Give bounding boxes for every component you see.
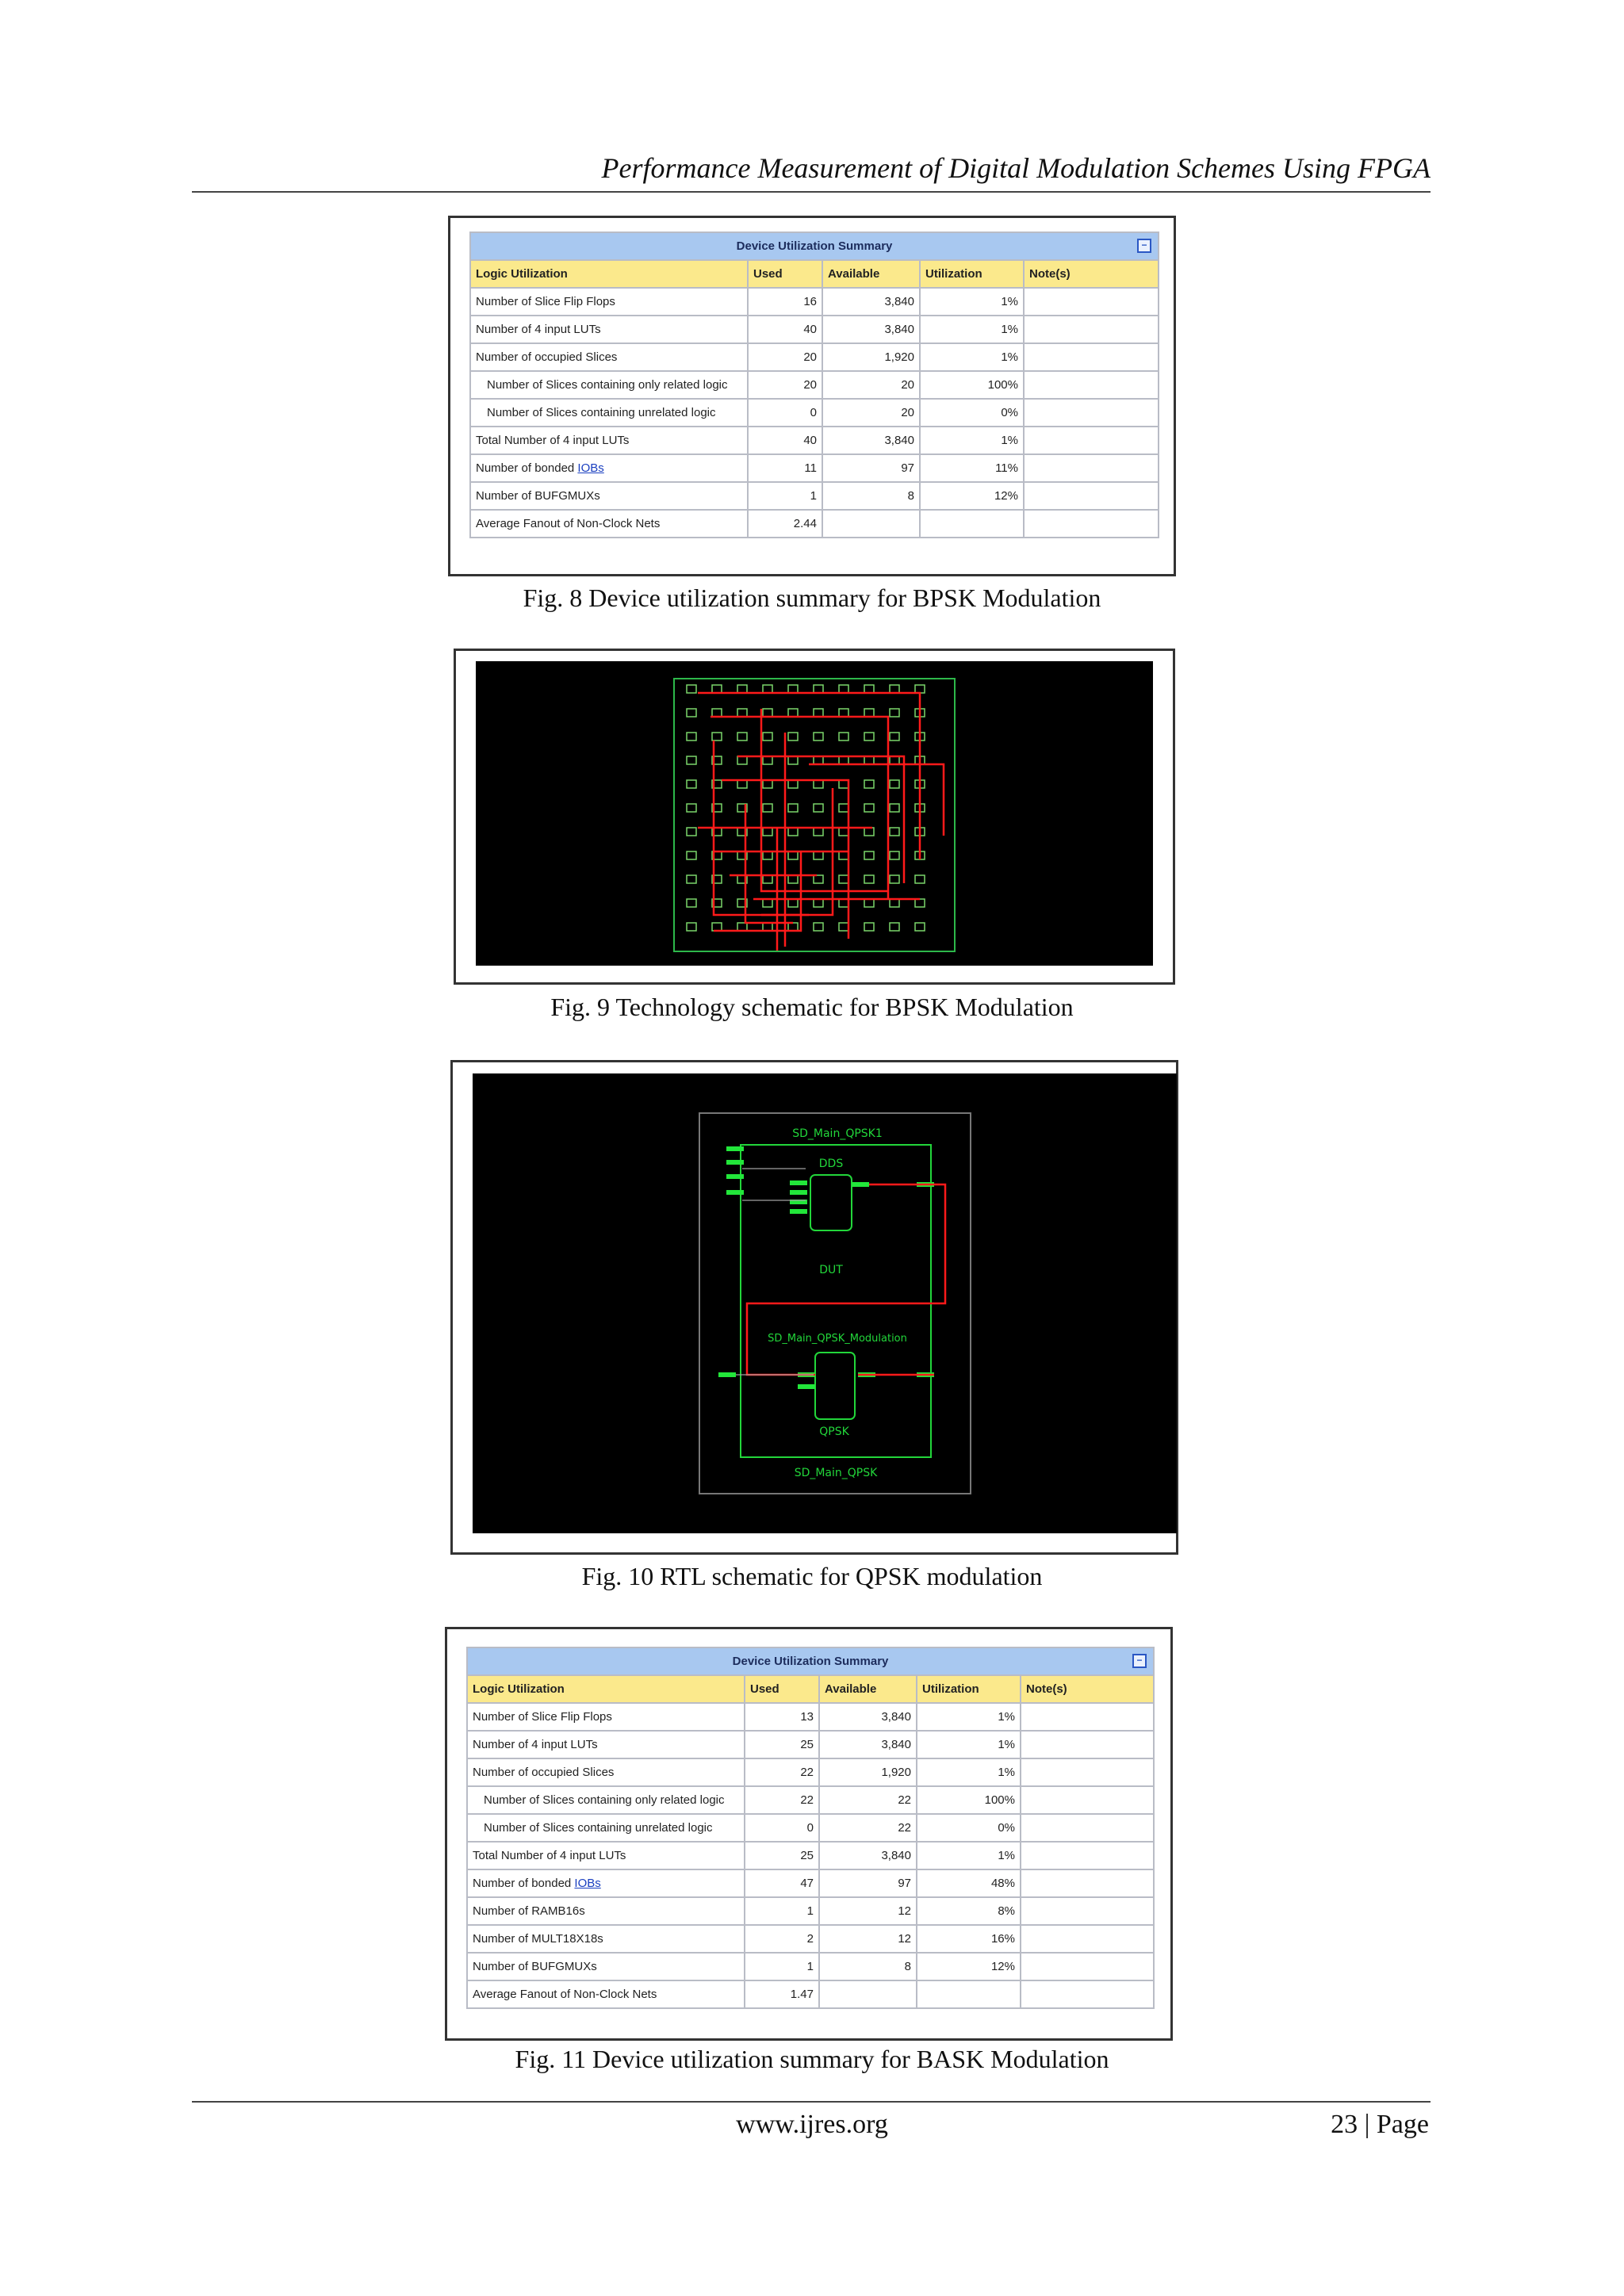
table-row [467,1925,1154,1953]
table-row [470,343,1159,371]
cell-available: 8 [819,1953,917,1980]
port-pin [726,1146,744,1151]
cell-notes [1024,454,1159,482]
cell-available: 3,840 [822,316,920,343]
cell-available: 3,840 [822,288,920,316]
col-header-used: Used [748,260,822,288]
col-header-available: Available [822,260,920,288]
row-label: Number of occupied Slices [467,1758,745,1786]
collapse-icon[interactable]: − [1137,239,1151,253]
row-label: Number of BUFGMUXs [470,482,748,510]
cell-used: 47 [745,1869,819,1897]
row-label: Number of Slice Flip Flops [470,288,748,316]
port-pin [852,1182,869,1187]
row-label-text: Number of bonded [473,1877,575,1890]
cell-used: 2 [745,1925,819,1953]
footer-rule [192,2101,1431,2103]
cell-utilization: 1% [920,427,1024,454]
cell-used: 25 [745,1842,819,1869]
cell-used: 1 [745,1897,819,1925]
cell-notes [1021,1703,1154,1731]
cell-notes [1024,343,1159,371]
row-label-text: Number of bonded [476,461,578,475]
cell-used: 16 [748,288,822,316]
fig10-rtl-schematic [473,1073,1177,1533]
fig8-utilization-table [469,232,1159,538]
table-row [467,1731,1154,1758]
cell-utilization: 12% [917,1953,1021,1980]
row-label: Number of occupied Slices [470,343,748,371]
header-rule [192,191,1431,193]
modulation-instance-label: SD_Main_QPSK_Modulation [768,1333,907,1345]
table-row [467,1842,1154,1869]
table-row [470,510,1159,538]
cell-available: 97 [819,1869,917,1897]
cell-used: 25 [745,1731,819,1758]
cell-utilization: 0% [917,1814,1021,1842]
cell-available: 3,840 [819,1703,917,1731]
port-pin [718,1372,736,1377]
table-row [467,1814,1154,1842]
table-row [467,1869,1154,1897]
col-header-available: Available [819,1675,917,1703]
cell-utilization: 1% [920,316,1024,343]
cell-utilization: 11% [920,454,1024,482]
row-label: Number of Slice Flip Flops [467,1703,745,1731]
cell-available: 1,920 [822,343,920,371]
cell-utilization: 12% [920,482,1024,510]
cell-used: 1 [748,482,822,510]
cell-notes [1021,1786,1154,1814]
dut-label: DUT [819,1264,843,1276]
cell-available: 97 [822,454,920,482]
port-pin [726,1190,744,1195]
cell-used: 0 [748,399,822,427]
cell-utilization [917,1980,1021,2008]
collapse-icon[interactable]: − [1132,1654,1147,1668]
top-instance-label: SD_Main_QPSK1 [792,1127,883,1140]
port-pin [790,1190,807,1195]
table-row [470,288,1159,316]
col-header-utilization: Utilization [917,1675,1021,1703]
row-label: Number of Slices containing unrelated logic [467,1814,745,1842]
table-row [467,1703,1154,1731]
cell-notes [1024,510,1159,538]
cell-utilization: 1% [917,1842,1021,1869]
cell-available: 12 [819,1897,917,1925]
cell-notes [1021,1897,1154,1925]
cell-notes [1021,1925,1154,1953]
table-title: Device Utilization Summary − [467,1647,1154,1675]
row-label: Number of 4 input LUTs [470,316,748,343]
cell-used: 11 [748,454,822,482]
cell-available: 8 [822,482,920,510]
cell-notes [1021,1980,1154,2008]
cell-utilization: 0% [920,399,1024,427]
table-row [467,1980,1154,2008]
footer-url: www.ijres.org [736,2110,888,2139]
cell-available: 20 [822,399,920,427]
port-pin [726,1174,744,1179]
row-label: Number of MULT18X18s [467,1925,745,1953]
fig11-caption: Fig. 11 Device utilization summary for BASK Modulation [515,2045,1109,2073]
col-header-notes: Note(s) [1021,1675,1154,1703]
col-header-logic: Logic Utilization [470,260,748,288]
fig9-technology-schematic [476,661,1153,966]
cell-available: 22 [819,1786,917,1814]
qpsk-label: QPSK [819,1425,849,1438]
cell-notes [1021,1953,1154,1980]
cell-used: 40 [748,427,822,454]
cell-available [822,510,920,538]
cell-notes [1021,1842,1154,1869]
cell-utilization: 8% [917,1897,1021,1925]
table-row [470,454,1159,482]
cell-available: 3,840 [819,1842,917,1869]
dds-label: DDS [818,1158,844,1170]
cell-notes [1024,482,1159,510]
fig8-caption: Fig. 8 Device utilization summary for BPSK Modulation [523,584,1101,612]
cell-notes [1024,399,1159,427]
cell-available: 3,840 [819,1731,917,1758]
row-label: Number of RAMB16s [467,1897,745,1925]
cell-notes [1021,1731,1154,1758]
cell-utilization: 1% [917,1758,1021,1786]
row-label: Average Fanout of Non-Clock Nets [467,1980,745,2008]
port-pin [798,1384,815,1389]
port-pin [790,1209,807,1214]
cell-notes [1021,1869,1154,1897]
cell-used: 13 [745,1703,819,1731]
cell-utilization [920,510,1024,538]
table-row [470,482,1159,510]
col-header-logic: Logic Utilization [467,1675,745,1703]
cell-utilization: 1% [920,288,1024,316]
cell-used: 20 [748,371,822,399]
row-label: Number of Slices containing only related logic [470,371,748,399]
cell-utilization: 100% [920,371,1024,399]
col-header-notes: Note(s) [1024,260,1159,288]
cell-available: 3,840 [822,427,920,454]
row-label: Number of Slices containing only related logic [467,1786,745,1814]
table-row [470,399,1159,427]
table-row [467,1897,1154,1925]
cell-utilization: 1% [917,1703,1021,1731]
row-label [470,454,748,482]
cell-utilization: 16% [917,1925,1021,1953]
table-title: Device Utilization Summary − [470,232,1159,260]
cell-used: 1.47 [745,1980,819,2008]
table-row [470,316,1159,343]
cell-used: 2.44 [748,510,822,538]
table-row [470,371,1159,399]
cell-available: 1,920 [819,1758,917,1786]
row-label: Number of 4 input LUTs [467,1731,745,1758]
cell-utilization: 1% [917,1731,1021,1758]
row-label: Number of BUFGMUXs [467,1953,745,1980]
table-row [467,1786,1154,1814]
bottom-module-label: SD_Main_QPSK [794,1467,878,1479]
cell-utilization: 48% [917,1869,1021,1897]
cell-available [819,1980,917,2008]
cell-notes [1024,316,1159,343]
cell-available: 22 [819,1814,917,1842]
cell-used: 40 [748,316,822,343]
cell-used: 1 [745,1953,819,1980]
cell-available: 12 [819,1925,917,1953]
cell-used: 20 [748,343,822,371]
fig9-caption: Fig. 9 Technology schematic for BPSK Modulation [550,993,1074,1021]
cell-used: 0 [745,1814,819,1842]
cell-notes [1021,1814,1154,1842]
cell-notes [1024,288,1159,316]
col-header-utilization: Utilization [920,260,1024,288]
row-label: Total Number of 4 input LUTs [470,427,748,454]
col-header-used: Used [745,1675,819,1703]
row-label: Number of Slices containing unrelated logic [470,399,748,427]
cell-available: 20 [822,371,920,399]
table-row [467,1953,1154,1980]
iobs-link[interactable]: IOBs [577,461,604,475]
table-row [470,427,1159,454]
cell-used: 22 [745,1786,819,1814]
row-label [467,1869,745,1897]
cell-utilization: 1% [920,343,1024,371]
cell-notes [1024,371,1159,399]
fig10-caption: Fig. 10 RTL schematic for QPSK modulation [581,1562,1043,1590]
iobs-link[interactable]: IOBs [574,1877,601,1890]
table-row [467,1758,1154,1786]
fig11-utilization-table [466,1647,1155,2009]
running-title: Performance Measurement of Digital Modulation Schemes Using FPGA [601,152,1431,184]
cell-used: 22 [745,1758,819,1786]
cell-notes [1024,427,1159,454]
row-label: Total Number of 4 input LUTs [467,1842,745,1869]
footer-page-number: 23 | Page [1331,2110,1429,2139]
cell-utilization: 100% [917,1786,1021,1814]
port-pin [726,1160,744,1165]
cell-notes [1021,1758,1154,1786]
row-label: Average Fanout of Non-Clock Nets [470,510,748,538]
port-pin [790,1181,807,1185]
